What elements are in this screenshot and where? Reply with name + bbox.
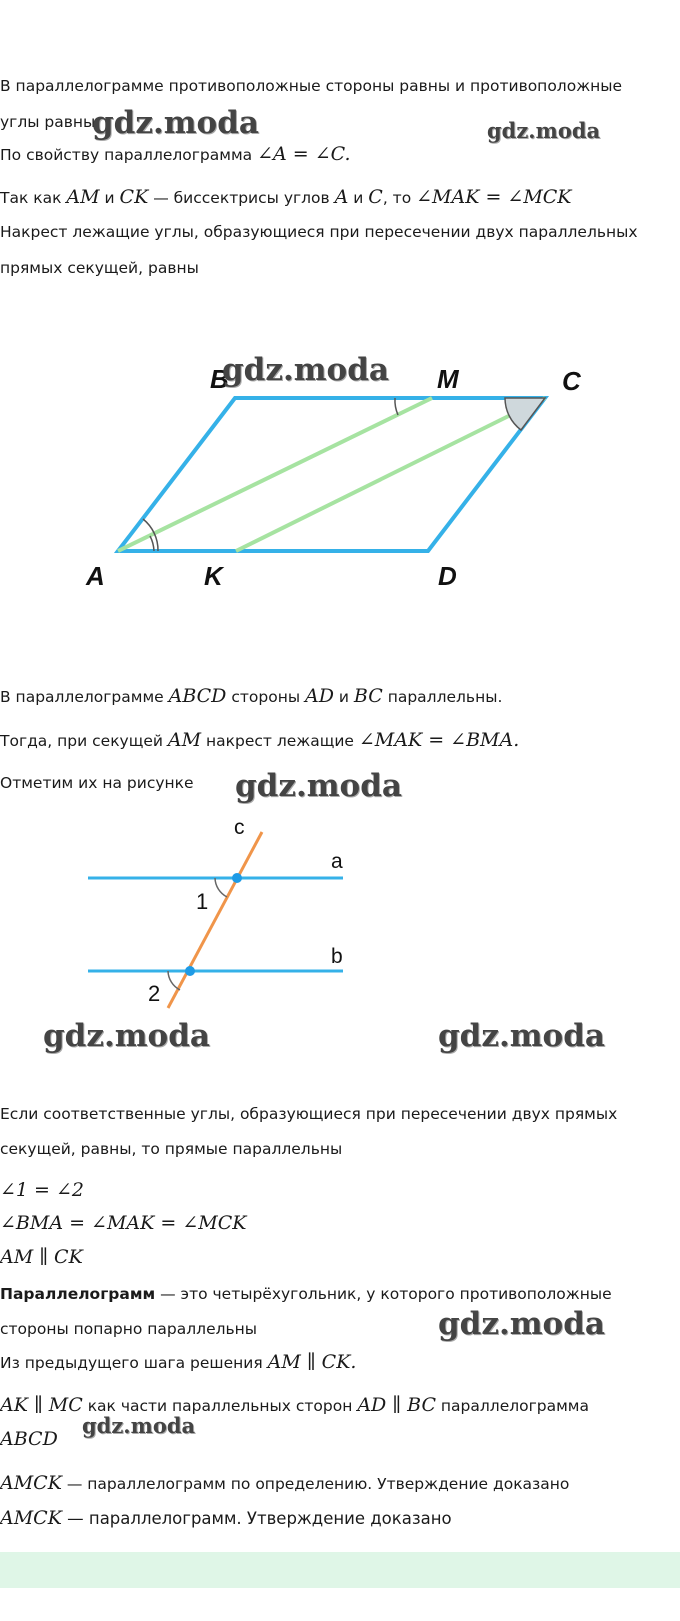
text-p4-line2: прямых секущей, равны [0,259,199,277]
math-angle-mak-equals-bma: ∠MAK = ∠BMA. [358,729,520,751]
math-ad-parallel-bc: AD ∥ BC [357,1394,436,1416]
text-p4-line1: Накрест лежащие углы, образующиеся при пересечении двух параллельных [0,223,638,241]
text-p6 [0,730,519,751]
text-fragment: и [348,189,369,207]
text-fragment: — параллелограмм по определению. Утверждение доказано [61,1475,570,1493]
math-c: C [368,186,383,208]
text-fragment: — параллелограмм. Утверждение доказано [61,1509,452,1528]
text-fragment: параллелограмма [435,1397,589,1415]
math-angle-a-equals-c: ∠A = ∠C. [257,143,351,165]
watermark-logo: gdz.moda [222,352,389,388]
math-angle-mak-equals-mck: ∠MAK = ∠MCK [416,186,572,208]
watermark-logo: gdz.moda [487,118,601,143]
text-p3 [0,187,572,208]
angle-mark-1 [215,878,227,897]
answer-box [0,1552,680,1588]
text-fragment: Из предыдущего шага решения [0,1354,268,1372]
label-a-line: a [331,850,343,873]
watermark-logo: gdz.moda [82,1413,196,1438]
text-definition-line2: стороны попарно параллельны [0,1320,258,1338]
label-b-line: b [331,945,343,968]
secant-c [168,832,262,1008]
label-c: C [562,366,581,396]
text-fragment: стороны [226,688,306,706]
text-fragment: параллельны. [382,688,503,706]
label-b: B [210,364,229,394]
intersection-point-1 [232,873,242,883]
label-d: D [438,561,457,591]
label-m: M [437,364,459,394]
angle-mark-m [395,398,398,415]
math-ad: AD [305,685,334,707]
watermark-logo: gdz.moda [438,1306,605,1342]
text-p2 [0,144,351,165]
text-fragment: , то [382,189,417,207]
label-c-line: c [234,816,245,839]
text-p1-line2: углы равны. [0,113,101,131]
text-definition-line1 [0,1284,612,1304]
parallelogram-abcd [118,398,545,551]
math-amck: AMCK [0,1472,62,1494]
text-fragment: Тогда, при секущей [0,732,168,750]
math-am: AM [66,186,100,208]
answer-text [0,1508,452,1529]
text-fragment: — биссектрисы углов [148,189,335,207]
math-bc: BC [353,685,383,707]
text-p2-prefix: По свойству параллелограмма [0,146,258,164]
math-abcd: ABCD [168,685,227,707]
text-fragment: В параллелограмме [0,688,169,706]
angle-mark-c [505,398,545,430]
text-p8-line2: секущей, равны, то прямые параллельны [0,1140,343,1158]
text-p7: Отметим их на рисунке [0,774,194,792]
watermark-logo: gdz.moda [92,105,259,141]
label-a: A [86,561,105,591]
math-am: AM [167,729,202,751]
figure-parallel-lines [0,812,680,1022]
label-angle-2: 2 [148,981,161,1006]
math-am-parallel-ck: AM ∥ CK. [267,1351,357,1373]
math-eq-angle1-angle2: ∠1 = ∠2 [0,1179,85,1201]
text-fragment: как части параллельных сторон [82,1397,358,1415]
math-ak-parallel-mc: AK ∥ MC [0,1394,83,1416]
watermark-logo: gdz.moda [438,1018,605,1054]
text-fragment: Так как [0,189,67,207]
math-eq-am-parallel-ck: AM ∥ CK [0,1246,83,1268]
watermark-logo: gdz.moda [43,1018,210,1054]
watermark-logo: gdz.moda [235,768,402,804]
text-p5 [0,686,502,707]
text-p1-line1: В параллелограмме противоположные стороны равны и противоположные [0,77,623,95]
math-abcd-line: ABCD [0,1428,58,1450]
text-p9 [0,1352,356,1373]
text-fragment: и [333,688,354,706]
intersection-point-2 [185,966,195,976]
angle-mark-a-inner [150,536,154,551]
bisector-am [118,398,432,551]
label-angle-1: 1 [196,889,209,914]
text-fragment: накрест лежащие [201,732,359,750]
text-fragment: — это четырёхугольник, у которого противоположные [155,1285,612,1303]
term-parallelogram: Параллелограмм [0,1285,156,1303]
math-ck: CK [119,186,149,208]
text-p11 [0,1473,569,1494]
label-k: K [204,561,223,591]
math-eq-bma-mak-mck: ∠BMA = ∠MAK = ∠MCK [0,1212,247,1234]
text-fragment: и [99,189,120,207]
math-a: A [334,186,349,208]
bisector-ck [236,398,545,551]
math-amck-answer: AMCK [0,1507,62,1529]
text-p8-line1: Если соответственные углы, образующиеся при пересечении двух прямых [0,1105,618,1123]
